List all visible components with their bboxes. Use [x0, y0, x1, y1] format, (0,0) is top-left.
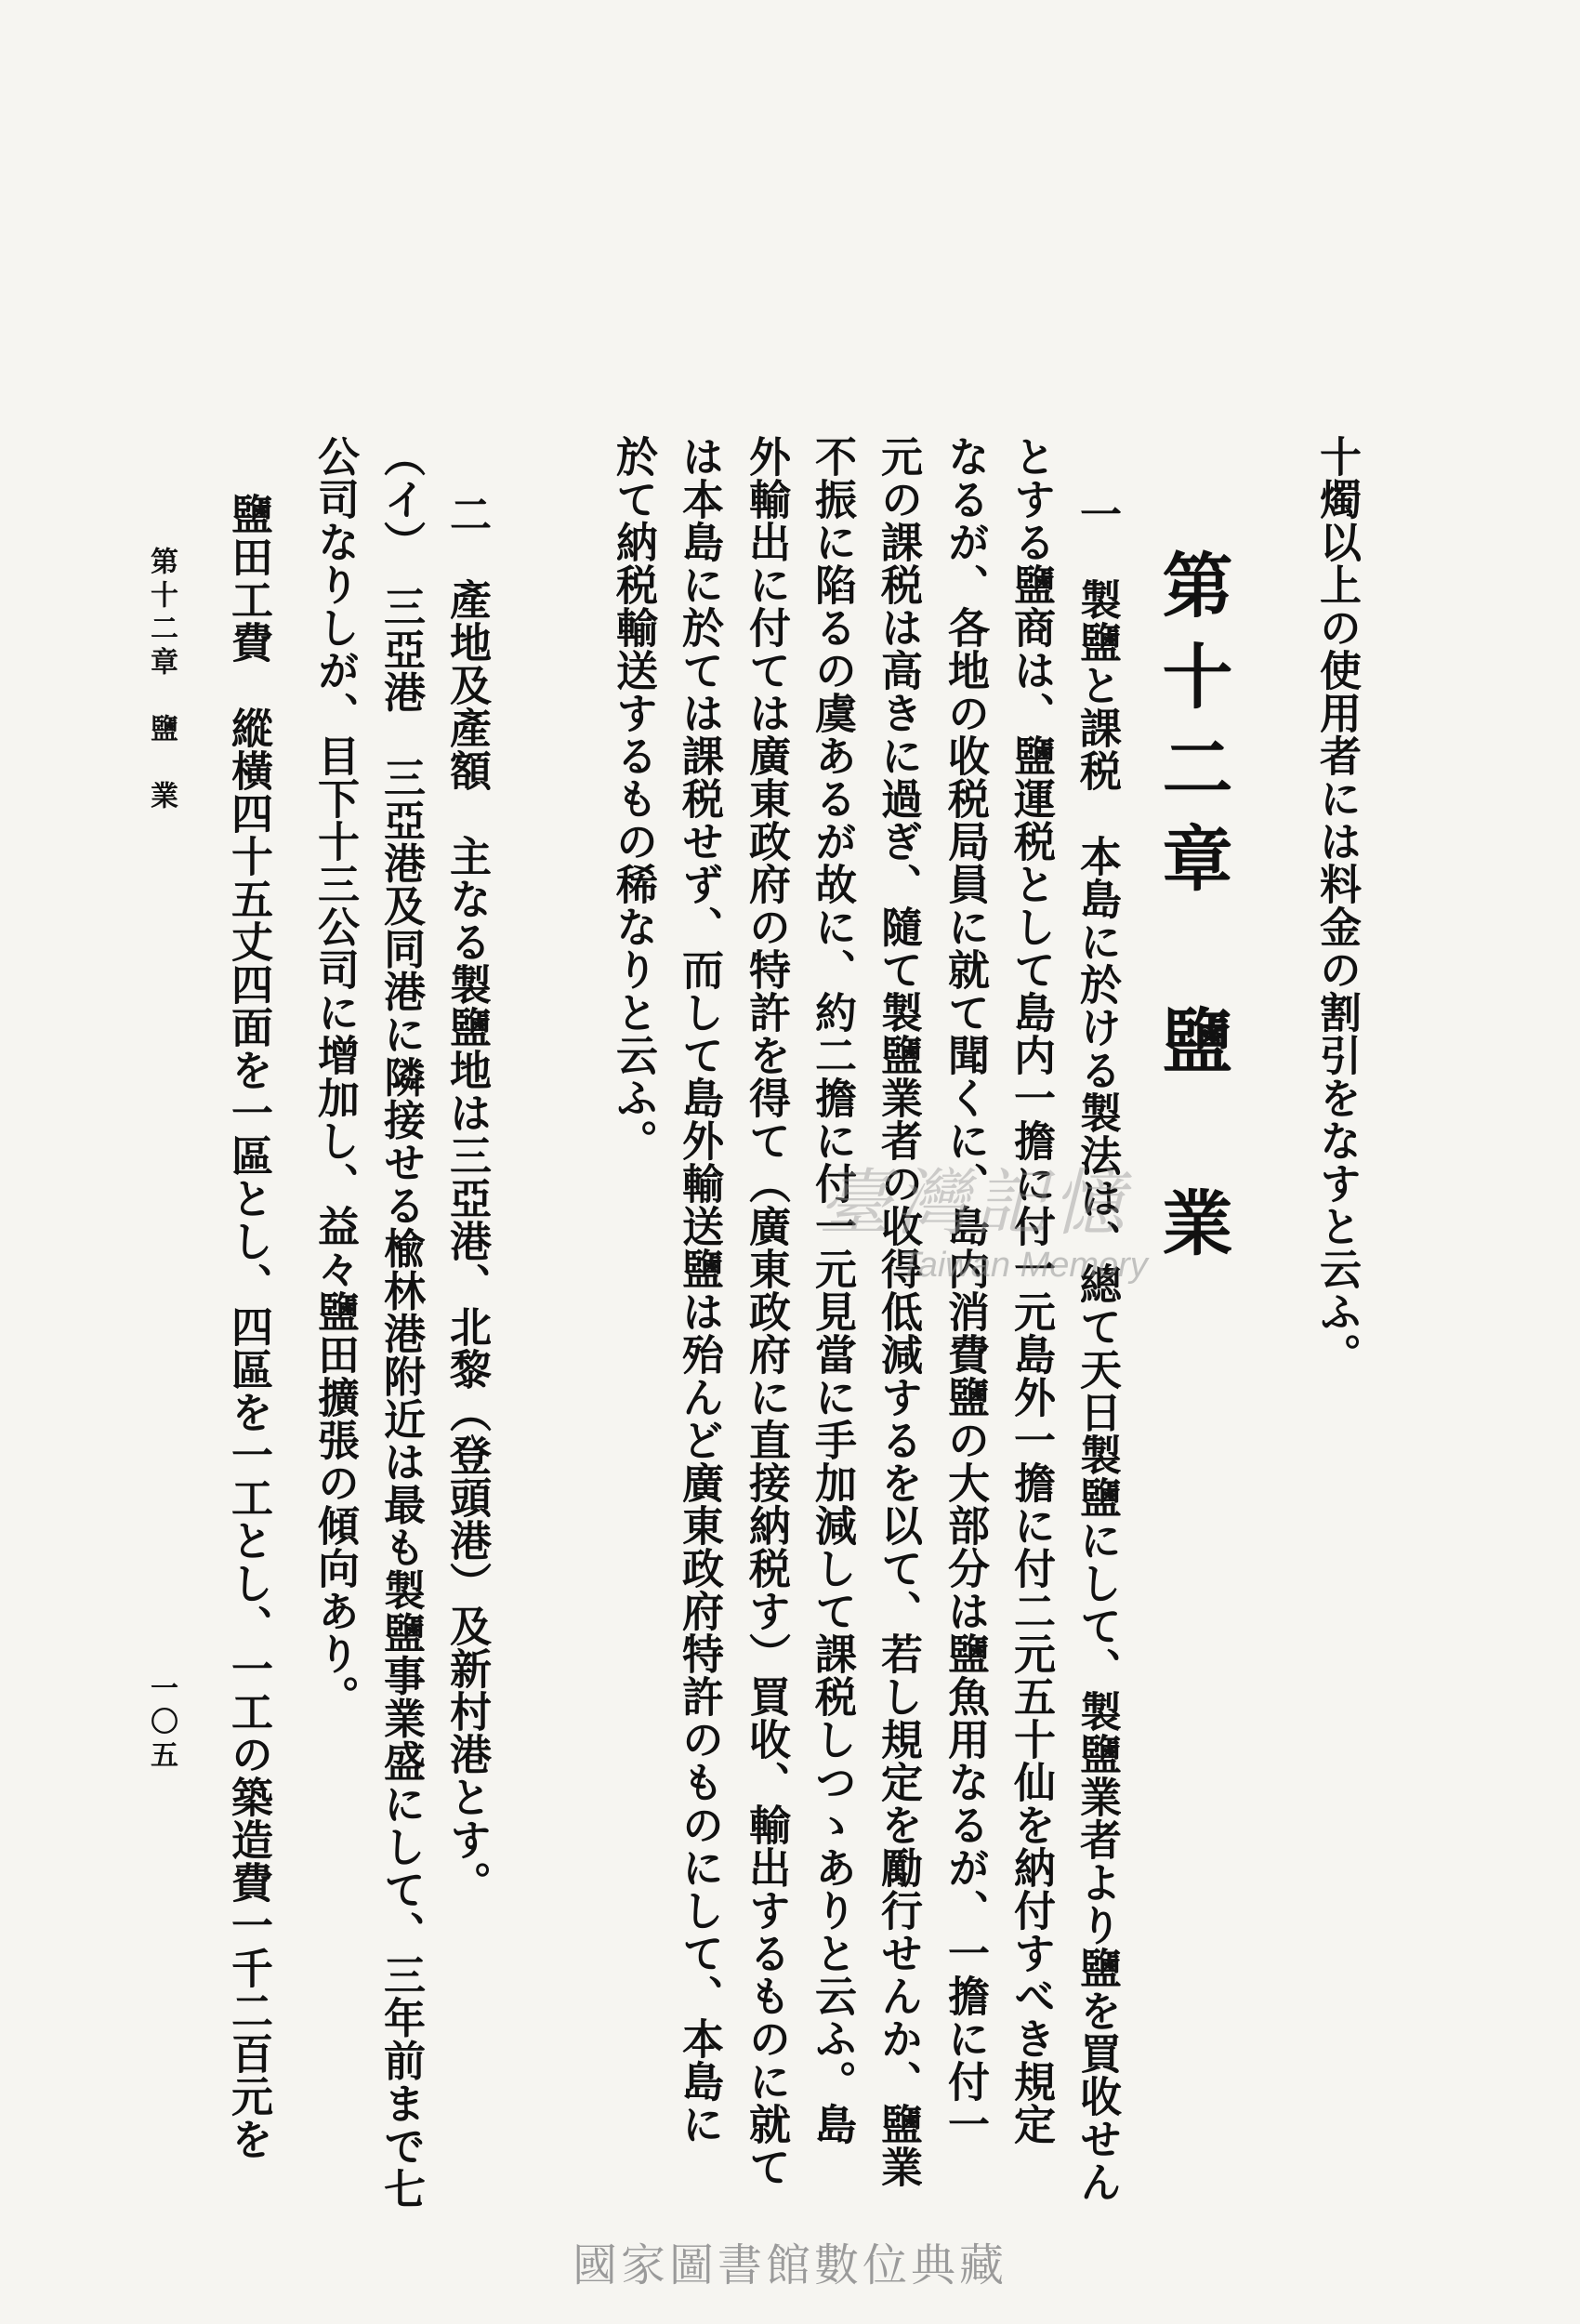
page-number: 一〇五 — [145, 1673, 178, 1774]
text-column-13: 公司なりしが、目下十三公司に增加し、益々鹽田擴張の傾向あり。 — [310, 435, 360, 1718]
text-column-9: は本島に於ては課税せず、而して島外輸送鹽は殆んど廣東政府特許のものにして、本島に — [675, 435, 724, 2146]
text-column-14: 鹽田工費 縱橫四十五丈四面を一區とし、四區を一工とし、一工の築造費一千二百元を — [224, 493, 273, 2160]
text-column-11: 二 產地及產額 主なる製鹽地は三亞港、北黎（登頭港）及新村港とす。 — [442, 493, 492, 1904]
text-column-10: 於て納税輸送するもの稀なりと云ふ。 — [609, 435, 658, 1162]
text-column-12: （イ） 三亞港 三亞港及同港に隣接せる楡林港附近は最も製鹽事業盛にして、三年前まで七 — [376, 435, 426, 2211]
watermark-subtext: Taiwan Memory — [900, 1246, 1148, 1285]
text-column-4: とする鹽商は、鹽運税として島内一擔に付一元島外一擔に付二元五十仙を納付すべき規定 — [1007, 435, 1056, 2146]
chapter-title: 第十二章 鹽 業 — [1151, 548, 1233, 1277]
text-column-7: 不振に陷るの虞あるが故に、約二擔に付一元見當に手加減して課税しつゝありと云ふ。島 — [808, 435, 857, 2146]
text-column-8: 外輸出に付ては廣東政府の特許を得て（廣東政府に直接納税す）買收、輸出するものに就て — [742, 435, 791, 2188]
text-column-5: なるが、各地の收税局員に就て聞くに、島内消費鹽の大部分は鹽魚用なるが、一擔に付一 — [941, 435, 990, 2146]
footer-chapter-label: 第十二章 鹽 業 — [145, 547, 178, 814]
text-column-6: 元の課税は高きに過ぎ、隨て製鹽業者の收得低減するを以て、若し規定を勵行せんか、鹽業 — [874, 435, 923, 2188]
text-column-3: 一 製鹽と課税 本島に於ける製法は、總て天日製鹽にして、製鹽業者より鹽を買收せん — [1073, 493, 1122, 2203]
archive-label: 國家圖書館數位典藏 — [572, 2239, 1007, 2291]
text-column-1: 十燭以上の使用者には料金の割引をなすと云ふ。 — [1312, 435, 1362, 1376]
watermark-logo: 臺灣記憶 — [818, 1162, 1131, 1246]
